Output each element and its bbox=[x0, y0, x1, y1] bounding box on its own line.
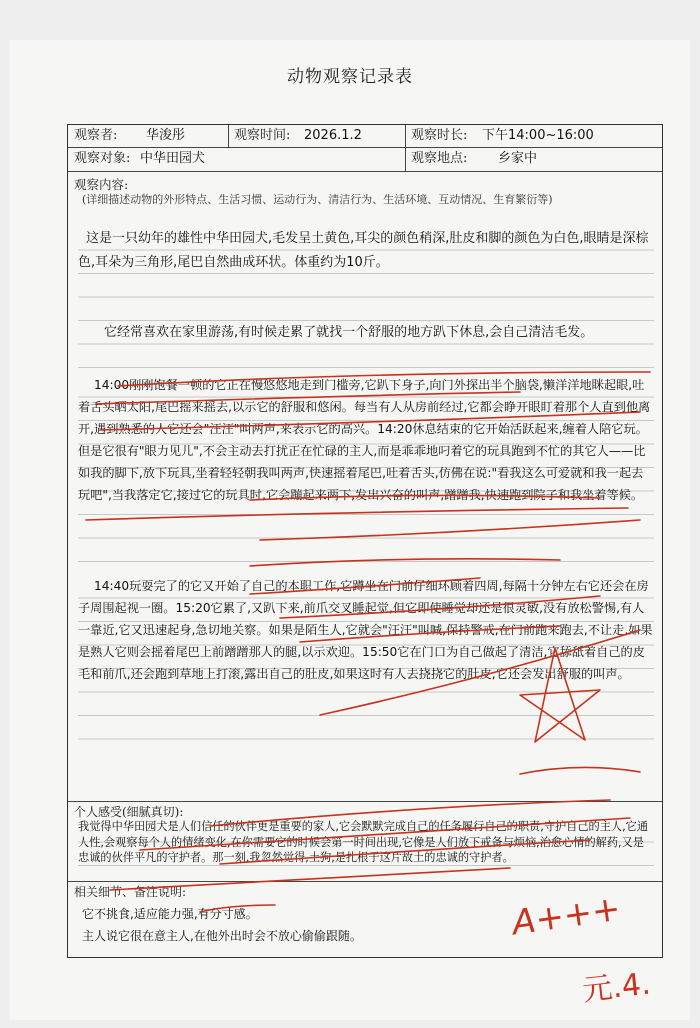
content-section bbox=[68, 171, 662, 802]
details-lines bbox=[82, 903, 462, 947]
place-label: 观察地点: bbox=[411, 151, 468, 166]
paragraph-text: 14:00刚刚饱餐一顿的它正在慢悠悠地走到门槛旁,它趴下身子,向门外探出半个脑袋,懒洋洋地眯起眼,吐着舌头晒太阳,尾巴摇来摇去,以示它的舒服和悠闲。每当有人从房前经过,它都会睁开眼盯着那个人直到他离开,遇到熟悉的人它还会"汪汪"叫两声,来表示它的高兴。14:20休息结束的它开始活跃起来,缠着人陪它玩。但是它很有"眼力见儿",不会主动去打扰正在忙碌的主人,而是乖乖地叼着它的玩具跑到不忙的其它人——比如我的脚下,放下玩具,坐着轻轻朝我叫两声,快速摇着尾巴,吐着舌头,仿佛在说:"看我这么可爱就和我一起去玩吧",当我落定它,接过它的玩具时,它会蹦起来两下,发出兴奋的叫声,蹭蹭我,快速跑到院子和我坐着等候。 bbox=[78, 378, 651, 502]
duration-value: 下午14:00~16:00 bbox=[482, 128, 594, 143]
form-row-subject bbox=[68, 147, 662, 172]
duration-label: 观察时长: bbox=[411, 128, 468, 143]
content-paragraph-3 bbox=[78, 374, 654, 572]
observer-label: 观察者: bbox=[74, 128, 118, 143]
content-paragraph-1 bbox=[78, 227, 654, 321]
feelings-text-block bbox=[78, 819, 654, 881]
details-line-1: 它不挑食,适应能力强,有分寸感。 bbox=[82, 907, 258, 921]
form-row-observer bbox=[68, 125, 662, 148]
details-label: 相关细节、备注说明: bbox=[74, 885, 187, 899]
time-label: 观察时间: bbox=[234, 128, 291, 143]
content-paragraph-2 bbox=[78, 321, 654, 371]
feelings-section bbox=[68, 801, 662, 882]
paragraph-text: 这是一只幼年的雄性中华田园犬,毛发呈土黄色,耳尖的颜色稍深,肚皮和脚的颜色为白色,眼睛是深棕色,耳朵为三角形,尾巴自然曲成环状。体重约为10斤。 bbox=[78, 231, 649, 270]
feelings-label: 个人感受(细腻真切): bbox=[74, 805, 184, 819]
paragraph-text: 14:40玩耍完了的它又开始了自己的本职工作,它蹲坐在门前仔细环顾着四周,每隔十分钟左右它还会在房子周围起视一圈。15:20它累了,又趴下来,前爪交叉睡起觉,但它即使睡觉却还是很灵敏,没有放松警惕,有人一靠近,它又迅速起身,急切地关察。如果是陌生人,它就会"汪汪"叫喊,保持警戒,在门前跑来跑去,不让走,如果是熟人它则会摇着尾巴上前蹭蹭那人的腿,以示欢迎。15:50它在门口为自己做起了清洁,它舔舐着自己的皮毛和前爪,还会跑到草地上打滚,露出自己的肚皮,如果这时有人去挠挠它的肚皮,它还会发出舒服的叫声。 bbox=[78, 579, 653, 681]
content-label: 观察内容: bbox=[74, 177, 129, 192]
grade-mark: A+++ bbox=[509, 888, 623, 944]
time-value: 2026.1.2 bbox=[304, 128, 362, 143]
content-paragraph-4 bbox=[78, 575, 654, 751]
observer-value: 华浚彤 bbox=[146, 128, 186, 143]
form-title: 动物观察记录表 bbox=[287, 67, 413, 87]
subject-value: 中华田园犬 bbox=[140, 151, 206, 166]
details-line-2: 主人说它很在意主人,在他外出时会不放心偷偷跟随。 bbox=[82, 929, 362, 943]
subject-label: 观察对象: bbox=[74, 151, 131, 166]
content-hint: (详细描述动物的外形特点、生活习惯、运动行为、清洁行为、生活环境、互动情况、生育繁衍等) bbox=[82, 193, 553, 206]
paragraph-text: 它经常喜欢在家里游荡,有时候走累了就找一个舒服的地方趴下休息,会自己清洁毛发。 bbox=[104, 325, 594, 340]
observation-form bbox=[67, 124, 663, 958]
feelings-text: 我觉得中华田园犬是人们信任的伙伴更是重要的家人,它会默默完成自己的任务履行自己的职责,守护自己的主人,它通人性,会观察每个人的情绪变化,在你需要它的时候会第一时间出现,它像是人们放下戒备与烦恼,治愈心情的解药,又是忠诚的伙伴平凡的守护者。那一刻,我忽然觉得,土狗,是扎根于这片故土的忠诚的守护者。 bbox=[78, 820, 649, 864]
grade-date: 元.4. bbox=[580, 966, 653, 1009]
place-value: 乡家中 bbox=[498, 151, 538, 166]
